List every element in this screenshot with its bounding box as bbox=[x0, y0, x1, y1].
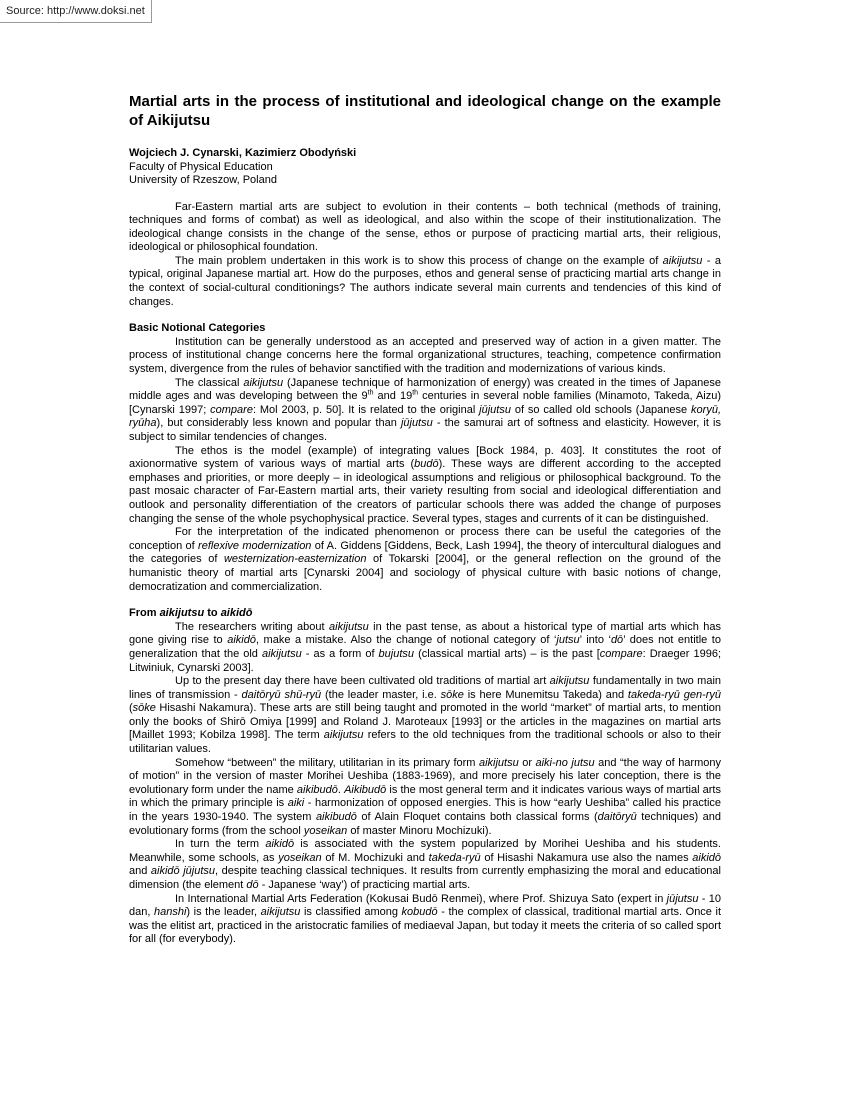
abstract-paragraph: The main problem undertaken in this work is to show this process of change on the example of aikijutsu - a typical, original Japanese martial art. How do the purposes, ethos and general sense of practicing martial arts change in the context of social-cultural conditionings? The authors indicate several main currents and tendencies of this kind of changes. bbox=[129, 254, 721, 308]
body-paragraph: For the interpretation of the indicated phenomenon or process there can be useful the categories of the conception of reflexive modernization of A. Giddens [Giddens, Beck, Lash 1994], the theory of intercultural dialogues and the categories of westernization-easternization of Tokarski [2004], or the general reflection on the ground of the humanistic theory of martial arts [Cynarski 2004] and sociology of physical culture with basic notions of change, democratization and commercialization. bbox=[129, 526, 722, 593]
article bbox=[129, 92, 721, 947]
body-paragraph: Institution can be generally understood as an accepted and preserved way of action in a given matter. The process of institutional change concerns here the formal organizational structures, teaching, competence confirmation system, divergence from the rules of behavior sanctified with the tradition and modernizations of various kinds. bbox=[129, 335, 721, 376]
section-aikijutsu-to-aikido bbox=[129, 607, 721, 947]
section-heading: From aikijutsu to aikidō bbox=[129, 607, 253, 620]
section-heading: Basic Notional Categories bbox=[129, 322, 266, 335]
source-label: Source: http://www.doksi.net bbox=[0, 0, 152, 23]
author-block bbox=[129, 147, 721, 188]
body-paragraph: The classical aikijutsu (Japanese technique of harmonization of energy) was created in the times of Japanese middle ages and was developing between the 9th and 19th centuries in several noble families (Minamoto, Takeda, Aizu) [Cynarski 1997; compare: Mol 2003, p. 50]. It is related to the original jūjutsu of so called old schools (Japanese koryū, ryūha), but considerably less known and popular than jūjutsu - the samurai art of softness and elasticity. However, it is subject to similar tendencies of changes. bbox=[129, 376, 722, 443]
body-paragraph: Up to the present day there have been cultivated old traditions of martial art aikijutsu fundamentally in two main lines of transmission - daitōryū shū-ryū (the leader master, i.e. sōke is here Munemitsu Takeda) and takeda-ryū gen-ryū (sōke Hisashi Nakamura). These arts are still being taught and promoted in the world “market” of martial arts, to mention only the books of Shirō Omiya [1999] and Roland J. Maroteaux [1993] or the articles in the magazines on martial arts [Maillet 1993; Kobilza 1998]. The term aikijutsu refers to the old techniques from the traditional schools or also to their utilitarian values. bbox=[129, 675, 722, 756]
body-paragraph: Somehow “between” the military, utilitarian in its primary form aikijutsu or aiki-no jutsu and “the way of harmony of motion” in the version of master Morihei Ueshiba (1883-1969), and more precisely his later conception, there is the evolutionary form under the name aikibudō. Aikibudō is the most general term and it indicates various ways of martial arts in which the primary principle is aiki - harmonization of opposed energies. This is how “early Ueshiba” called his practice in the years 1930-1940. The system aikibudō of Alain Floquet contains both classical forms (daitōryū techniques) and evolutionary forms (from the school yoseikan of master Minoru Mochizuki). bbox=[129, 756, 722, 837]
section-basic-notional-categories bbox=[129, 322, 721, 594]
body-paragraph: In International Martial Arts Federation (Kokusai Budō Renmei), where Prof. Shizuya Sato (expert in jūjutsu - 10 dan, hanshi) is the leader, aikijutsu is classified among kobudō - the complex of classical, traditional martial arts. Once it was the elitist art, practiced in the aristocratic families of mediaeval Japan, but today it meets the criteria of so called sport for all (for everybody). bbox=[129, 892, 722, 946]
article-title: Martial arts in the process of institutional and ideological change on the example of Aikijutsu bbox=[129, 93, 721, 129]
body-paragraph: The ethos is the model (example) of integrating values [Bock 1984, p. 403]. It constitutes the root of axionormative system of various ways of martial arts (budō). These ways are different according to the accepted emphases and priorities, or more deeply – in ideological assumptions and religious or philosophical background. To the past mosaic character of Far-Eastern martial arts, their variety resulting from social and ideological differentiation and outlook and personality differentiation of the creators of particular schools there was added the change of purposes changing the sense of the whole psychophysical practice. Several types, stages and currents of it can be distinguished. bbox=[129, 444, 722, 525]
author-university: University of Rzeszow, Poland bbox=[129, 174, 277, 186]
author-faculty: Faculty of Physical Education bbox=[129, 160, 273, 173]
body-paragraph: In turn the term aikidō is associated with the system popularized by Morihei Ueshiba and his students. Meanwhile, some schools, as yoseikan of M. Mochizuki and takeda-ryū of Hisashi Nakamura use also the names aikidō and aikidō jūjutsu, despite teaching classical techniques. It results from currently emphasizing the moral and educational dimension (the element dō - Japanese ‘way’) of practicing martial arts. bbox=[129, 838, 722, 891]
abstract bbox=[129, 201, 721, 310]
abstract-paragraph: Far-Eastern martial arts are subject to evolution in their contents – both technical (methods of training, techniques and forms of combat) as well as ideological, and also within the scope of their institutionalization. The ideological change consists in the change of the sense, ethos or purpose of practicing martial arts, their religious, ideological or philosophical foundation. bbox=[129, 200, 721, 254]
author-names: Wojciech J. Cynarski, Kazimierz Obodyński bbox=[129, 147, 357, 159]
body-paragraph: The researchers writing about aikijutsu in the past tense, as about a historical type of martial arts which has gone giving rise to aikidō, make a mistake. Also the change of notional category of ‘jutsu’ into ‘dō’ does not entitle to generalization that the old aikijutsu - as a form of bujutsu (classical martial arts) – is the past [compare: Draeger 1996; Litwiniuk, Cynarski 2003]. bbox=[129, 620, 722, 674]
